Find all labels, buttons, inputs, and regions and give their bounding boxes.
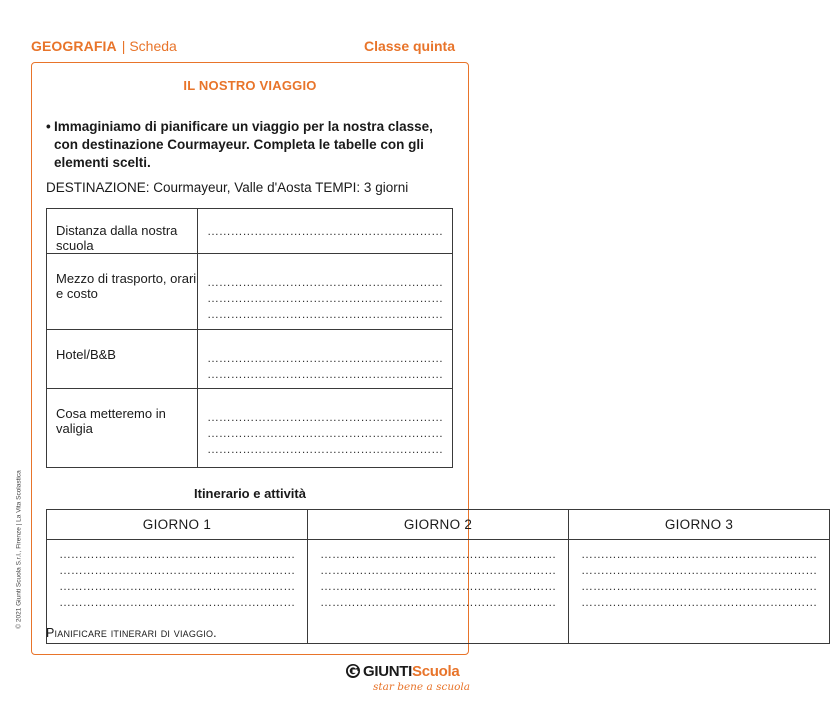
answer-line: …………………………………………………… — [206, 367, 443, 381]
answer-line: …………………………………………………… — [206, 224, 443, 238]
doc-type-label: Scheda — [129, 38, 177, 54]
table-row — [47, 389, 453, 468]
answer-cell[interactable] — [197, 389, 452, 468]
table-row — [47, 254, 453, 330]
row-label-cell — [47, 254, 198, 330]
answer-line: …………………………………………………… — [206, 426, 443, 440]
header-left — [31, 38, 177, 54]
answer-line: …………………………………………………… — [320, 547, 557, 561]
page-title: IL NOSTRO VIAGGIO — [183, 78, 317, 93]
answer-cell[interactable] — [197, 330, 452, 389]
itinerary-table — [46, 509, 830, 644]
answer-line: …………………………………………………… — [206, 291, 443, 305]
answer-line: …………………………………………………… — [320, 595, 557, 609]
learning-objective: Pianificare itinerari di viaggio. — [46, 626, 217, 640]
row-label-cell — [47, 209, 198, 254]
logo-tagline: star bene a scuola — [373, 681, 471, 693]
answer-line: …………………………………………………… — [581, 595, 818, 609]
logo-brand-accent: Scuola — [412, 663, 460, 680]
row-label: Hotel/B&B — [56, 347, 116, 362]
day-header: GIORNO 2 — [308, 510, 569, 540]
answer-line: …………………………………………………… — [206, 442, 443, 456]
table-row — [47, 330, 453, 389]
answer-line: …………………………………………………… — [206, 351, 443, 365]
answer-line: …………………………………………………… — [206, 410, 443, 424]
answer-line: …………………………………………………… — [206, 307, 443, 321]
grade-label: Classe quinta — [363, 38, 455, 54]
giunti-g-icon — [345, 663, 361, 679]
answer-line: …………………………………………………… — [581, 579, 818, 593]
answer-line: …………………………………………………… — [59, 579, 296, 593]
answer-line: …………………………………………………… — [581, 547, 818, 561]
answer-line: …………………………………………………… — [320, 563, 557, 577]
row-label: Distanza dalla nostra scuola — [56, 223, 178, 253]
table-header-row — [47, 510, 830, 540]
row-label: Cosa metteremo in valigia — [56, 406, 166, 436]
planning-table — [46, 208, 453, 468]
instruction — [46, 118, 456, 172]
subject-label: GEOGRAFIA — [31, 38, 117, 54]
day-answer-cell[interactable] — [569, 540, 830, 644]
itinerary-title: Itinerario e attività — [194, 486, 306, 501]
logo-brand: GIUNTI — [363, 663, 413, 680]
instruction-text: Immaginiamo di pianificare un viaggio per la nostra classe, con destinazione Courmayeur. Completa le tabelle con gli elementi scelti. — [54, 119, 433, 170]
logo-wordmark — [363, 663, 459, 680]
answer-line: …………………………………………………… — [59, 547, 296, 561]
row-label: Mezzo di trasporto, orari e costo — [56, 271, 197, 301]
destination-line: DESTINAZIONE: Courmayeur, Valle d'Aosta TEMPI: 3 giorni — [46, 180, 409, 195]
day-header: GIORNO 1 — [47, 510, 308, 540]
answer-line: …………………………………………………… — [206, 275, 443, 289]
answer-line: …………………………………………………… — [59, 563, 296, 577]
answer-line: …………………………………………………… — [320, 579, 557, 593]
row-label-cell — [47, 389, 198, 468]
header-separator: | — [121, 38, 126, 54]
answer-line: …………………………………………………… — [581, 563, 818, 577]
copyright-notice: © 2021 Giunti Scuola S.r.l., Firenze | La Vita Scolastica — [15, 470, 23, 629]
bullet-mark: • — [46, 119, 51, 134]
table-row — [47, 209, 453, 254]
day-answer-cell[interactable] — [308, 540, 569, 644]
publisher-logo — [345, 661, 471, 699]
row-label-cell — [47, 330, 198, 389]
answer-cell[interactable] — [197, 209, 452, 254]
day-header: GIORNO 3 — [569, 510, 830, 540]
answer-cell[interactable] — [197, 254, 452, 330]
answer-line: …………………………………………………… — [59, 595, 296, 609]
